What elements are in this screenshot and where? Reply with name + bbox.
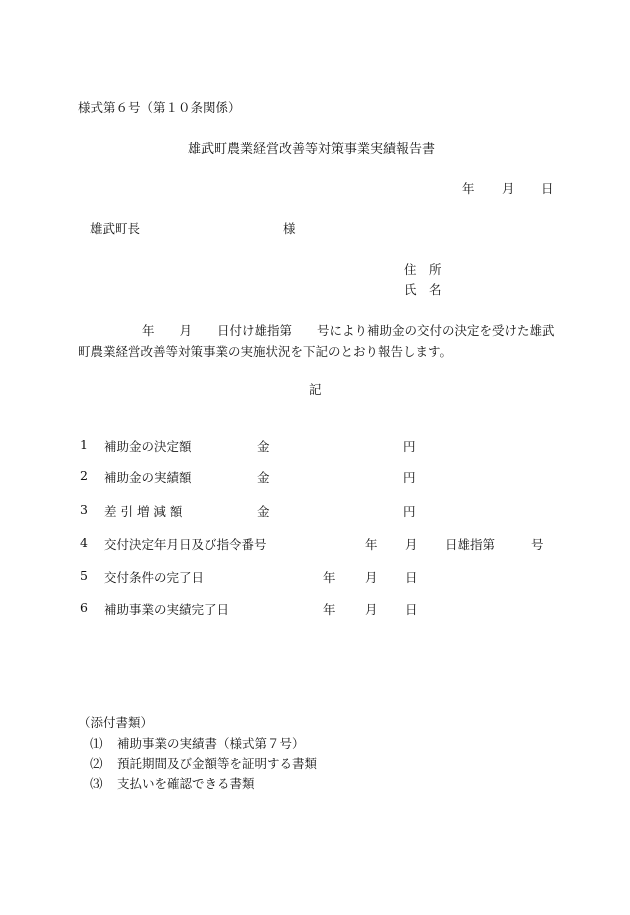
item-row (78, 535, 558, 551)
item-number: 4 (80, 535, 88, 550)
addressee-honorific: 様 (283, 221, 296, 236)
document-title: 雄武町農業経営改善等対策事業実績報告書 (188, 142, 436, 157)
item-month: 月 (365, 570, 378, 585)
item-month: 月 (405, 537, 418, 552)
date-year: 年 (462, 181, 475, 196)
item-yen: 円 (403, 504, 416, 519)
item-number: 2 (80, 468, 88, 483)
item-number: 1 (80, 437, 88, 452)
item-label: 交付決定年月日及び指令番号 (104, 537, 267, 552)
addressee-name: 雄武町長 (90, 221, 141, 236)
item-number: 6 (80, 600, 88, 615)
ki-heading: 記 (309, 382, 322, 397)
date-month: 月 (502, 181, 515, 196)
item-yen: 円 (403, 439, 416, 454)
item-label: 差 引 増 減 額 (104, 504, 183, 519)
item-year: 年 (365, 537, 378, 552)
attachment-marker: ⑶ (90, 776, 103, 791)
item-year: 年 (323, 602, 336, 617)
item-row (78, 600, 558, 616)
item-label: 補助事業の実績完了日 (104, 602, 230, 617)
item-kin: 金 (257, 504, 270, 519)
item-label: 補助金の実績額 (104, 470, 192, 485)
item-day-order: 日雄指第 (445, 537, 496, 552)
item-kin: 金 (257, 470, 270, 485)
attachment-item: 預託期間及び金額等を証明する書類 (117, 756, 318, 771)
attachment-marker: ⑵ (90, 756, 103, 771)
address-label: 住 所 (404, 262, 442, 277)
item-row (78, 568, 558, 584)
form-number: 様式第６号（第１０条関係） (78, 100, 241, 115)
attachment-item: 支払いを確認できる書類 (117, 776, 255, 791)
item-day: 日 (405, 602, 418, 617)
item-month: 月 (365, 602, 378, 617)
date-day: 日 (541, 181, 554, 196)
attachment-item: 補助事業の実績書（様式第７号） (117, 736, 305, 751)
item-day: 日 (405, 570, 418, 585)
body-paragraph: 年 月 日付け雄指第 号により補助金の交付の決定を受けた雄武町農業経営改善等対策事業の実施状況を下記のとおり報告します。 (78, 323, 555, 359)
attachment-marker: ⑴ (90, 736, 103, 751)
item-kin: 金 (257, 439, 270, 454)
item-row (78, 437, 558, 453)
item-yen: 円 (403, 470, 416, 485)
item-label: 補助金の決定額 (104, 439, 192, 454)
item-label: 交付条件の完了日 (104, 570, 205, 585)
item-year: 年 (323, 570, 336, 585)
name-label: 氏 名 (404, 282, 442, 297)
item-go: 号 (531, 537, 544, 552)
item-row (78, 468, 558, 484)
item-row (78, 502, 558, 518)
attachments-heading: （添付書類） (78, 715, 154, 730)
item-number: 5 (80, 568, 88, 583)
item-number: 3 (80, 502, 88, 517)
